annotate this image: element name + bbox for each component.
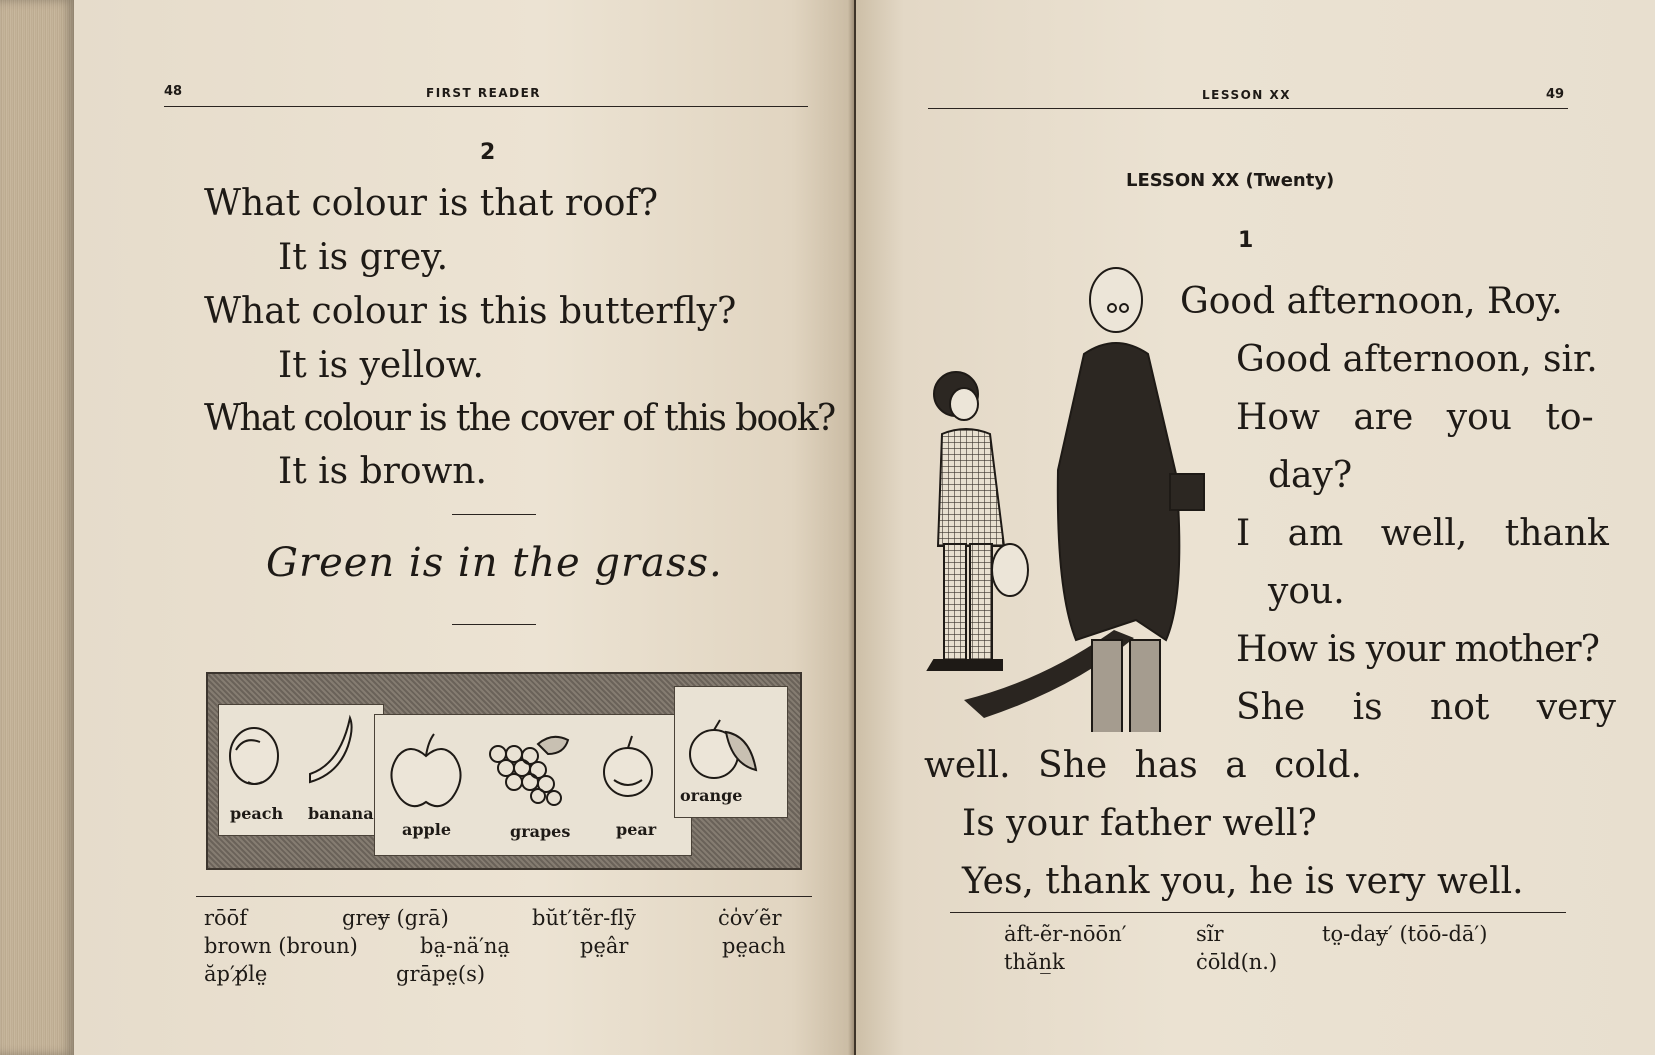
- answer-grey: It is grey.: [278, 237, 449, 278]
- answer-well-thank: I am well, thank: [1236, 513, 1609, 554]
- fruit-drawings: [208, 674, 800, 868]
- vocab-grapes: grāpe̤(s): [396, 962, 486, 986]
- vocab-roof: rōōf: [204, 906, 248, 930]
- vocab-afternoon: ȧft-ẽr-nōōn′: [1004, 922, 1127, 946]
- greeting-roy: Good afternoon, Roy.: [1180, 281, 1563, 322]
- answer-not-very: She is not very: [1236, 687, 1616, 728]
- vocab-cover: ċo̍v′ẽr: [718, 906, 782, 930]
- left-header-rule: [164, 106, 808, 107]
- right-running-head: LESSON XX: [1202, 88, 1292, 102]
- question-mother: How is your mother?: [1236, 629, 1599, 670]
- boy-figure: [928, 372, 1028, 670]
- label-grapes: grapes: [510, 822, 571, 841]
- question-cover: What colour is the cover of this book?: [204, 398, 835, 439]
- answer-has-cold: well. She has a cold.: [924, 745, 1362, 786]
- pear-icon: [604, 736, 652, 796]
- greeting-sir: Good afternoon, sir.: [1236, 339, 1598, 380]
- cursive-line: Green is in the grass.: [266, 540, 723, 586]
- label-apple: apple: [402, 820, 451, 839]
- left-running-head: FIRST READER: [426, 86, 542, 100]
- man-and-boy-illustration: [924, 262, 1214, 732]
- vocab-pear: pe̤âr: [580, 934, 629, 958]
- script-rule-top: [452, 514, 536, 515]
- apple-icon: [391, 734, 460, 806]
- label-peach: peach: [230, 804, 284, 823]
- label-pear: pear: [616, 820, 657, 839]
- vocab-banana: ba̤-nä′na̤: [420, 934, 510, 958]
- label-banana: banana: [308, 804, 374, 823]
- script-rule-bottom: [452, 624, 536, 625]
- vocab-apple: ăp′p̸le̤: [204, 962, 268, 986]
- right-vocab-rule: [950, 912, 1566, 913]
- orange-icon: [690, 720, 756, 778]
- question-roof: What colour is that roof?: [204, 183, 659, 224]
- vocab-grey: greɏ (grā): [342, 906, 449, 930]
- question-butterfly: What colour is this butterfly?: [204, 291, 737, 332]
- answer-brown: It is brown.: [278, 451, 487, 492]
- left-vocab-rule: [196, 896, 812, 897]
- banana-icon: [310, 718, 352, 782]
- left-page-number: 48: [164, 84, 183, 99]
- vocab-brown: brown (broun): [204, 934, 358, 958]
- answer-yellow: It is yellow.: [278, 345, 484, 386]
- question-how-are-you: How are you to-: [1236, 397, 1594, 438]
- page-edges: [0, 0, 74, 1055]
- question-today: day?: [1268, 455, 1353, 496]
- vocab-today: to̤-daɏ′ (tōō-dā′): [1322, 922, 1488, 946]
- answer-father-well: Yes, thank you, he is very well.: [962, 861, 1524, 902]
- left-section-number: 2: [480, 140, 496, 165]
- question-father: Is your father well?: [962, 803, 1317, 844]
- right-header-rule: [928, 108, 1568, 109]
- vocab-cold: ċōld(n.): [1196, 950, 1278, 974]
- peach-icon: [230, 728, 278, 784]
- vocab-thank: thăn̲k: [1004, 950, 1065, 974]
- fruit-illustration: [206, 672, 802, 870]
- answer-you: you.: [1268, 571, 1345, 612]
- label-orange: orange: [680, 786, 743, 805]
- right-section-number: 1: [1238, 228, 1254, 253]
- vocab-peach: pe̤ach: [722, 934, 786, 958]
- vocab-butterfly: bŭt′tẽr-flȳ: [532, 906, 637, 930]
- vocab-sir: sĩr: [1196, 922, 1224, 946]
- lesson-title: LESSON XX (Twenty): [1126, 170, 1335, 191]
- grapes-icon: [490, 737, 568, 805]
- right-page-number: 49: [1546, 87, 1565, 102]
